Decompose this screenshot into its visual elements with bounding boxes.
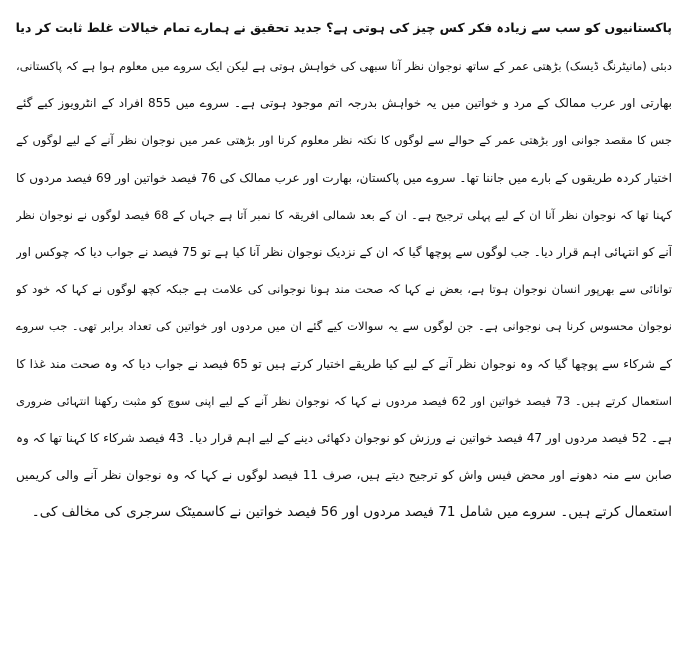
- article-body: [10, 48, 678, 531]
- article-line: توانائی سے بھرپور انسان نوجوان ہوتا ہے، بعض نے کہا کہ صحت مند ہونا نوجوانی کی علامت ہے جبکہ کچھ لوگوں نے کہا کہ خود کو: [16, 282, 672, 297]
- article-line: دبئی (مانیٹرنگ ڈیسک) بڑھتی عمر کے ساتھ نوجوان نظر آنا سبھی کی خواہش ہوتی ہے لیکن ایک سروے میں معلوم ہوا ہے کہ پاکستانی،: [16, 59, 672, 73]
- article-line: کہنا تھا کہ نوجوان نظر آنا ان کے لیے پہلی ترجیح ہے۔ ان کے بعد شمالی افریقہ کا نمبر آتا ہے جہاں کے 68 فیصد لوگوں نے نوجوان نظر: [16, 207, 672, 222]
- article-line: استعمال کرتے ہیں۔ 73 فیصد خواتین اور 62 فیصد مردوں نے کہا کہ نوجوان نظر آنے کے لیے اپنی سوچ کو مثبت رکھنا انتہائی ضروری: [16, 393, 672, 408]
- article-line: آنے کو انتہائی اہم قرار دیا۔ جب لوگوں سے پوچھا گیا کہ ان کے نزدیک نوجوان نظر آنا کیا ہے تو 75 فیصد نے جواب دیا کہ چوکس اور: [16, 244, 672, 259]
- article-line: اختیار کردہ طریقوں کے بارے میں جاننا تھا۔ سروے میں پاکستان، بھارت اور عرب ممالک کی 76 فیصد خواتین اور 69 فیصد مردوں کا: [16, 170, 672, 185]
- article-headline: پاکستانیوں کو سب سے زیادہ فکر کس چیز کی ہوتی ہے؟ جدید تحقیق نے ہمارے تمام خیالات غلط ثابت کر دیا: [15, 20, 672, 35]
- article-line: ہے۔ 52 فیصد مردوں اور 47 فیصد خواتین نے ورزش کو نوجوان دکھائی دینے کے لیے اہم قرار دیا۔ 43 فیصد شرکاء کا کہنا تھا کہ وہ: [16, 430, 672, 445]
- article-line: کے شرکاء سے پوچھا گیا کہ وہ نوجوان نظر آنے کے لیے کیا طریقے اختیار کرتے ہیں تو 65 فیصد نے جواب دیا کہ وہ صحت مند غذا کا: [16, 356, 672, 371]
- article-line: نوجوان محسوس کرنا ہی نوجوانی ہے۔ جن لوگوں سے یہ سوالات کیے گئے ان میں مردوں اور خواتین کی تعداد برابر تھی۔ جب سروے: [16, 319, 672, 334]
- article-line: استعمال کرتے ہیں۔ سروے میں شامل 71 فیصد مردوں اور 56 فیصد خواتین نے کاسمیٹک سرجری کی مخالف کی۔: [31, 504, 672, 521]
- article-line: صابن سے منہ دھونے اور محض فیس واش کو ترجیح دیتے ہیں، صرف 11 فیصد لوگوں نے کہا کہ وہ نوجوان نظر آنے والی کریمیں: [16, 468, 672, 483]
- article-line: جس کا مقصد جوانی اور بڑھتی عمر کے حوالے سے لوگوں کا نکتہ نظر معلوم کرنا اور بڑھتی عمر میں نوجوان نظر آنے کے لیے لوگوں کے: [16, 133, 672, 148]
- article-line: بھارتی اور عرب ممالک کے مرد و خواتین میں یہ خواہش بدرجہ اتم موجود ہوتی ہے۔ سروے میں 855 افراد کے انٹرویوز کیے گئے: [16, 96, 672, 111]
- article: [10, 0, 678, 655]
